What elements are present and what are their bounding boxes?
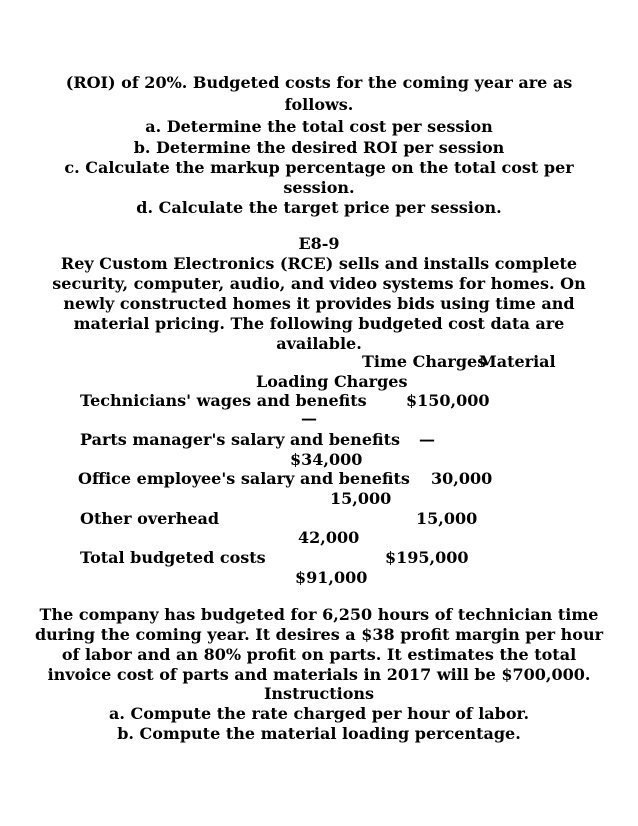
question-item-b: b. Determine the desired ROI per session — [133, 138, 505, 157]
table-cell-time: — — [419, 430, 435, 449]
table-cell-time: 30,000 — [431, 469, 493, 488]
question-item-c: c. Calculate the markup percentage on the total cost per — [64, 158, 574, 177]
table-row-label: Other overhead — [80, 509, 220, 528]
table-cell-material-total: $91,000 — [295, 568, 368, 587]
table-row-label: Parts manager's salary and benefits — [80, 430, 401, 449]
table-cell-time-total: $195,000 — [385, 548, 469, 567]
exercise-description: security, computer, audio, and video systems for homes. On — [52, 274, 586, 293]
exercise-heading: E8-9 — [298, 234, 340, 253]
instruction-item-a: a. Compute the rate charged per hour of labor. — [108, 704, 530, 723]
instruction-item-b: b. Compute the material loading percentage. — [117, 724, 521, 743]
exercise-description: Rey Custom Electronics (RCE) sells and installs complete — [60, 254, 578, 273]
closing-paragraph: The company has budgeted for 6,250 hours of technician time — [39, 605, 599, 624]
table-header-time-charges: Time Charges — [362, 352, 487, 371]
table-row-label: Office employee's salary and benefits — [78, 469, 410, 488]
instructions-heading: Instructions — [263, 684, 375, 703]
closing-paragraph: invoice cost of parts and materials in 2017 will be $700,000. — [47, 665, 591, 684]
exercise-description: newly constructed homes it provides bids using time and — [63, 294, 575, 313]
closing-paragraph: of labor and an 80% profit on parts. It estimates the total — [61, 645, 577, 664]
table-cell-material: $34,000 — [290, 450, 363, 469]
question-item-c-cont: session. — [283, 178, 355, 197]
table-cell-material: 42,000 — [298, 528, 360, 547]
intro-line: (ROI) of 20%. Budgeted costs for the coming year are as — [65, 73, 573, 92]
table-cell-material: — — [301, 409, 317, 428]
table-cell-time: $150,000 — [406, 391, 490, 410]
table-row-label-total: Total budgeted costs — [80, 548, 266, 567]
table-row-label: Technicians' wages and benefits — [80, 391, 367, 410]
intro-line: follows. — [284, 95, 354, 114]
table-cell-material: 15,000 — [330, 489, 392, 508]
table-header-loading-charges: Loading Charges — [256, 372, 408, 391]
closing-paragraph: during the coming year. It desires a $38 profit margin per hour — [34, 625, 604, 644]
exercise-description: available. — [276, 334, 362, 353]
question-item-a: a. Determine the total cost per session — [145, 117, 493, 136]
table-cell-time: 15,000 — [416, 509, 478, 528]
question-item-d: d. Calculate the target price per session. — [136, 198, 502, 217]
exercise-description: material pricing. The following budgeted cost data are — [73, 314, 565, 333]
table-header-material: Material — [479, 352, 556, 371]
